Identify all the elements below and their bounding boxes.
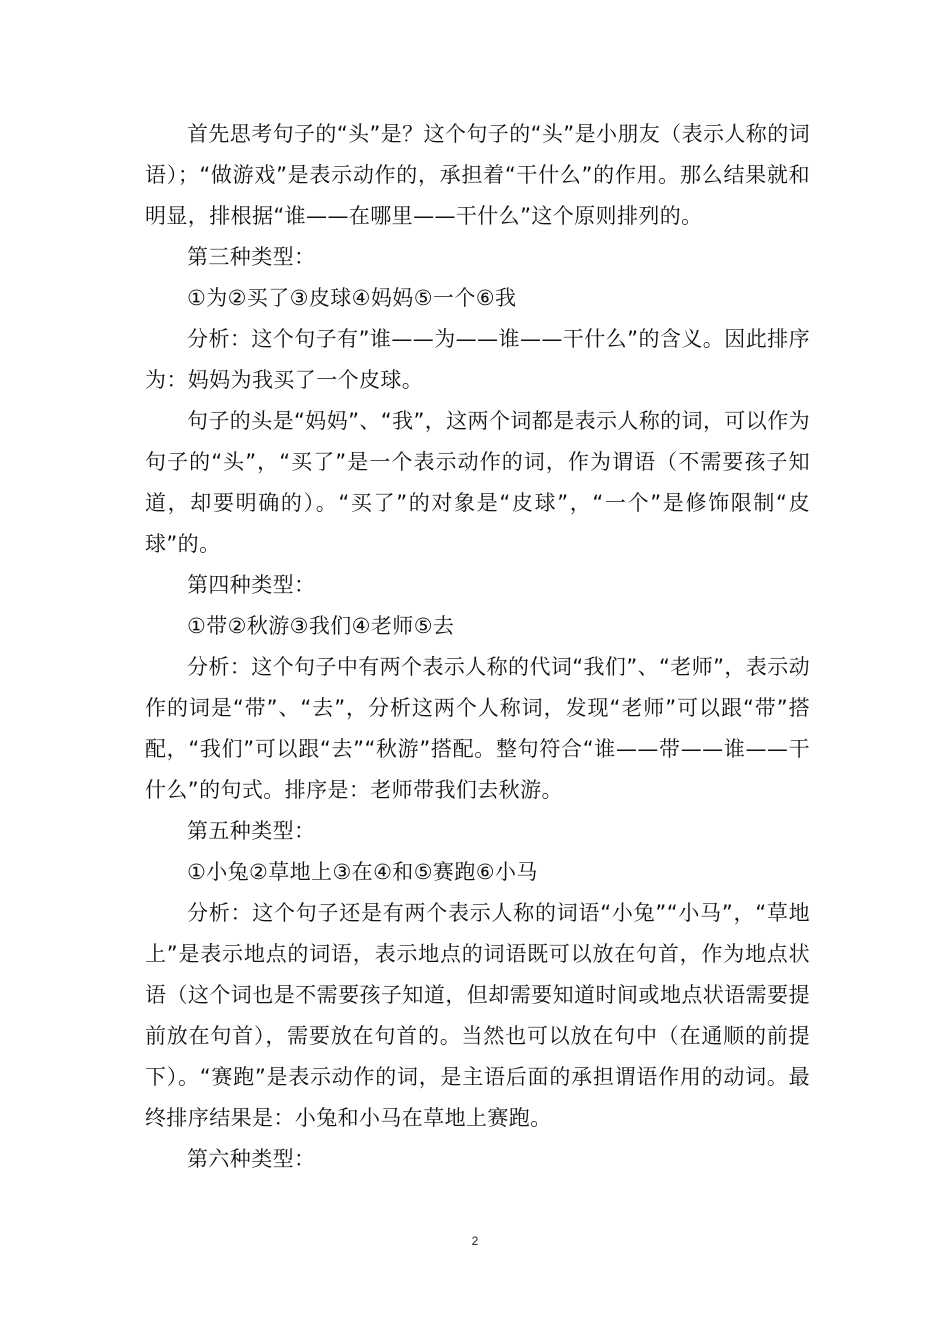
heading-type-three: 第三种类型： xyxy=(187,245,316,269)
exercise-type-four: ①带②秋游③我们④老师⑤去 xyxy=(187,614,455,638)
heading-type-four: 第四种类型： xyxy=(187,573,316,597)
analysis-type-five: 分析：这个句子还是有两个表示人称的词语“小兔”“小马”，“草地上”是表示地点的词语，表示地点的词语既可以放在句首，作为地点状语（这个词也是不需要孩子知道，但却需要知道时间或地点状语需要提前放在句首），需要放在句首的。当然也可以放在句中（在通顺的前提下）。“赛跑”是表示动作的词，是主语后面的承担谓语作用的动词。最终排序结果是：小兔和小马在草地上赛跑。 xyxy=(145,901,810,1130)
analysis-type-three: 分析：这个句子有”谁——为——谁——干什么”的含义。因此排序为：妈妈为我买了一个皮球。 xyxy=(145,327,810,392)
exercise-type-five: ①小兔②草地上③在④和⑤赛跑⑥小马 xyxy=(187,860,538,884)
exercise-type-three: ①为②买了③皮球④妈妈⑤一个⑥我 xyxy=(187,286,517,310)
explanation-type-three: 句子的头是“妈妈”、“我”，这两个词都是表示人称的词，可以作为句子的“头”，“买了”是一个表示动作的词，作为谓语（不需要孩子知道，却要明确的）。“买了”的对象是“皮球”，“一个”是修饰限制“皮球”的。 xyxy=(145,409,810,556)
page-number: 2 xyxy=(471,1234,479,1248)
document-body xyxy=(145,114,810,1180)
analysis-type-four: 分析：这个句子中有两个表示人称的代词“我们”、“老师”，表示动作的词是“带”、“去”，分析这两个人称词，发现“老师”可以跟“带”搭配，“我们”可以跟“去”“秋游”搭配。整句符合“谁——带——谁——干什么”的句式。排序是：老师带我们去秋游。 xyxy=(145,655,810,802)
paragraph-head-analysis: 首先思考句子的“头”是？这个句子的“头”是小朋友（表示人称的词语）；“做游戏”是表示动作的，承担着“干什么”的作用。那么结果就和明显，排根据“谁——在哪里——干什么”这个原则排列的。 xyxy=(145,122,810,228)
heading-type-five: 第五种类型： xyxy=(187,819,316,843)
heading-type-six: 第六种类型： xyxy=(187,1147,316,1171)
